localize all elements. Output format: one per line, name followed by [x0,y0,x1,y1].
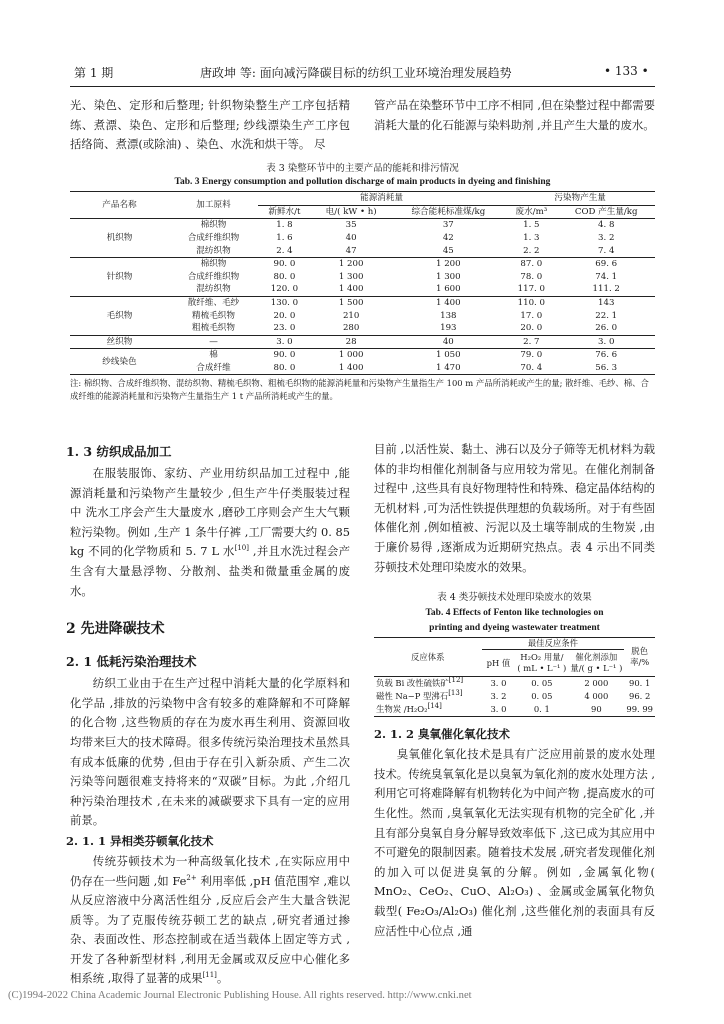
left-top-text: 光、染色、定形和后整理; 针织物染整生产工序包括精练、煮漂、染色、定形和后整理; 纱线漂染生产工序包括络筒、煮漂(或除油) 、染色、水洗和烘干等。 尽 [70,98,350,152]
table4-cell: 2 000 [584,678,609,689]
table3-material: 精梳毛织物 [192,310,235,321]
table3-row [70,219,655,232]
table4-system: 磁性 Na−P 型沸石[13] [376,689,463,702]
running-title: 唐政坤 等: 面向减污降碳目标的纺织工业环境治理发展趋势 [200,66,512,80]
right-top-body [374,440,655,577]
section-2-1-2-body [374,745,655,941]
table3-col-head: 废水/m³ [515,206,548,217]
section-2-1-1-body [70,852,350,989]
table3-cell: 1 400 [338,284,364,295]
heading-2-1-1: 2. 1. 1 异相类芬顿氧化技术 [66,833,214,848]
table3-cell: 1 300 [436,271,461,282]
table3-col-head: 电/( kW • h) [325,206,377,217]
table3-cell: 20. 0 [273,310,296,321]
table4-cell: 99. 99 [626,704,653,715]
table3-cell: 1 300 [338,271,364,282]
table3-cell: 78. 0 [520,271,543,282]
table3-cell: 1 500 [338,298,364,309]
table3-cell: 37 [442,220,454,231]
table4-row [374,690,655,703]
table3-caption-en: Tab. 3 Energy consumption and pollution discharge of main products in dyeing and finishing [174,177,551,187]
table3-row [70,349,655,362]
table4-head-rate: 脱色 率/% [624,638,655,677]
table4-system: 生物炭 /H₂O₂[14] [376,702,442,715]
table3-cell: 4. 8 [598,220,615,231]
table3-caption-cn: 表 3 染整环节中的主要产品的能耗和排污情况 [266,163,459,174]
table3-material: 棉织物 [200,220,227,231]
table3-cell: 2. 2 [523,245,540,256]
table3-material: 合成纤维织物 [187,233,240,244]
table3-head-energy: 能源消耗量 [258,192,505,206]
table3-cell: 120. 0 [270,284,299,295]
page-number: • 133 • [604,64,649,78]
table3-cell: 47 [345,245,357,256]
table3-cell: 1 200 [338,259,364,270]
table3-cell: 3. 0 [276,336,293,347]
table3-cell: 20. 0 [520,323,543,334]
table3-row [70,296,655,309]
heading-2-1: 2. 1 低耗污染治理技术 [66,654,197,670]
right-top-paragraph [374,96,655,135]
table3-cell: 1 200 [436,259,461,270]
table3-cell: 1 050 [436,350,461,361]
table3-cell: 79. 0 [520,350,543,361]
table4-system: 负载 Bi 改性硫铁矿[12] [376,676,464,689]
table3-cell: 40 [442,336,454,347]
table3-material: 合成纤维织物 [187,271,240,282]
table3-body [70,219,655,375]
paragraph-right-continued: 目前 ,以活性炭、黏土、沸石以及分子筛等无机材料为载体的非均相催化剂制备与应用较为常见。在催化剂制备过程中 ,这些具有良好物理特性和特殊、稳定晶体结构的无机材料 ,可为活性铁提供理想的负载场所。对于有些固体催化剂 ,例如植被、污泥以及土壤等制成的生物炭 ,由于廉价易得 ,逐渐成为近期研究热点。表 4 示出不同类芬顿技术处理印染废水的效果。 [374,442,655,574]
left-column [66,440,350,989]
table3-row [70,257,655,270]
table3-cell: 117. 0 [517,284,545,295]
right-top-text: 管产品在染整环节中工序不相同 ,但在染整过程中都需要消耗大量的化石能源与染料助剂 ,并且产生大量的废水。 [374,98,655,132]
table3-cell: 110. 0 [517,298,545,309]
table4-cell: 3. 0 [490,678,507,689]
table3-cell: 193 [440,323,457,334]
table3-material: 混纺织物 [196,245,231,256]
table3-cell: 280 [342,323,360,334]
table4-caption-en-1: Tab. 4 Effects of Fenton like technologies on [425,608,604,619]
table3-cell: 7. 4 [598,245,615,256]
table3-head-pollution: 污染物产生量 [505,192,655,206]
table4-head-h2o2: H₂O₂ 用量/ ( mL • L⁻¹ ) [517,652,567,674]
table3-material: 棉织物 [200,259,227,270]
table3-cell: 28 [345,336,357,347]
table3-col-head: COD 产生量/kg [574,206,638,217]
table4-cell: 0. 1 [533,704,550,715]
table3-head-product: 产品名称 [70,192,169,219]
table3-col-head: 新鲜水/t [268,206,301,217]
right-column [374,440,655,941]
table3-material: 散纤维、毛纱 [187,298,240,309]
table4-cell: 96. 2 [629,691,651,702]
table3-cell: 3. 0 [598,336,615,347]
table4-cell: 4 000 [584,691,609,702]
table3-material: 混纺织物 [196,284,231,295]
table3-cell: 1. 5 [523,220,540,231]
table3-cell: 69. 6 [595,259,618,270]
left-top-paragraph [70,96,350,155]
table4-cell: 3. 2 [490,691,507,702]
paragraph-2-1: 纺织工业由于在生产过程中消耗大量的化学原料和化学品 ,排放的污染物中含有较多的难降解和不可降解的化合物 ,这些物质的存在为废水再生利用、资源回收均带来巨大的技术障碍。很多传统污染治理技术虽然具有成本低廉的优势 ,但由于存在引入新杂质、产生二次污染等问题很难支持将来的“双碳”目标。为此 ,介绍几种污染治理技术 ,在未来的减碳要求下具有一定的应用前景。 [70,676,350,828]
section-2-1-body [70,674,350,831]
table3-cell: 90. 0 [273,350,296,361]
table4-cell: 90. 1 [629,678,651,689]
table3-product-name: 毛织物 [106,310,133,321]
table4-cell: 0. 05 [531,678,553,689]
table4 [374,637,655,717]
table4-head-system: 反应体系 [374,638,482,677]
table4-cell: 90 [591,704,602,715]
table3-cell: 74. 1 [595,271,618,282]
section-1-3-body [70,464,350,601]
table3-cell: 22. 1 [595,310,618,321]
table3-cell: 26. 0 [595,323,618,334]
heading-2: 2 先进降碳技术 [66,621,165,638]
heading-1-3: 1. 3 纺织成品加工 [66,444,172,459]
table3-cell: 111. 2 [592,284,620,295]
table3-cell: 35 [345,220,357,231]
table3-cell: 87. 0 [520,259,543,270]
table4-head-optimal: 最佳反应条件 [482,638,625,650]
table3-cell: 1 470 [436,363,461,374]
table3-cell: 56. 3 [595,363,618,374]
table3 [70,191,655,375]
table3-product-name: 针织物 [106,271,133,282]
table3-cell: 45 [442,245,454,256]
paragraph-2-1-2: 臭氧催化氧化技术是具有广泛应用前景的废水处理技术。传统臭氧氧化是以臭氧为氧化剂的废水处理方法 ,利用它可将难降解有机物转化为中间产物 ,提高废水的可生化性。然而 ,臭氧氧化无法实现有机物的完全矿化 ,并且有部分臭氧自身分解导致效率低下 ,这已成为其应用中不可避免的限制因素。随着技术发展 ,研究者发现催化剂的加入可以促进臭氧的分解。例如 ,金属氧化物( MnO₂、CeO₂、CuO、Al₂O₃) 、金属或金属氧化物负载型( Fe₂O₃/Al₂O₃) 催化剂 ,这些催化剂的表面具有反应活性中心位点 ,通 [374,747,655,938]
table3-material: 棉 [209,350,218,361]
table3-head-material: 加工原料 [169,192,258,219]
table4-caption-en-2: printing and dyeing wastewater treatment [429,623,600,634]
table3-cell: 130. 0 [270,298,299,309]
table3-cell: 70. 4 [520,363,543,374]
heading-2-1-2: 2. 1. 2 臭氧催化氧化技术 [374,727,511,742]
table3-cell: 76. 6 [595,350,618,361]
table3-material: — [209,336,218,347]
table3-cell: 80. 0 [273,271,296,282]
table4-body [374,677,655,717]
paragraph-1-3: 在服装服饰、家纺、产业用纺织品加工过程中 ,能源消耗量和污染物产生量较少 ,但生产牛仔类服装过程中 洗水工序会产生大量废水 ,磨砂工序则会产生大气颗粒污染物。例如 ,生产 1 条牛仔裤 ,工厂需要大约 0. 85 kg 不同的化学物质和 5. 7 L 水[10] ,并且水洗过程会产生含有大量悬浮物、分散剂、盐类和微量重金属的废水。 [70,466,350,598]
header-rule [70,86,655,87]
table3-cell: 2. 7 [523,336,540,347]
table3-cell: 1. 6 [276,233,293,244]
table3-cell: 17. 0 [520,310,543,321]
table3-material: 合成纤维 [196,363,231,374]
table3-cell: 90. 0 [273,259,296,270]
table4-head-ph: pH 值 [486,657,511,668]
table3-material: 粗梳毛织物 [192,323,235,334]
table3-cell: 138 [440,310,457,321]
table3-block [70,160,655,403]
table3-cell: 143 [598,298,615,309]
table3-cell: 1 400 [436,298,461,309]
table3-cell: 3. 2 [598,233,615,244]
table4-row [374,703,655,717]
table3-row [70,335,655,349]
table3-cell: 40 [345,233,357,244]
table3-product-name: 纱线染色 [102,356,137,367]
table3-product-name: 机织物 [106,233,133,244]
table3-cell: 1 000 [338,350,364,361]
table3-cell: 23. 0 [273,323,296,334]
issue-number: 第 1 期 [74,66,114,80]
table4-head-catalyst: 催化剂添加 量/( g • L⁻¹ ) [570,652,623,674]
table3-cell: 2. 4 [276,245,293,256]
table3-cell: 42 [442,233,454,244]
table3-note: 注: 棉织物、合成纤维织物、混纺织物、精梳毛织物、粗梳毛织物的能源消耗量和污染物产生量指生产 100 m 产品所消耗或产生的量; 散纤维、毛纱、棉、合成纤维的能源消耗量和污染物产生量指生产 1 t 产品所消耗或产生的量。 [70,378,649,401]
paragraph-2-1-1: 传统芬顿技术为一种高级氧化技术 ,在实际应用中仍存在一些问题 ,如 $Fe^{2+}$ 利用率低 ,pH 值范围窄 ,难以从反应溶液中分离活性组分 ,反应后会产生大量含铁泥质等。为了克服传统芬顿工艺的缺点 ,研究者通过掺杂、表面改性、形态控制或在适当载体上固定等方式 ,开发了各种新型材料 ,利用无金属或双反应中心催化多相系统 ,取得了显著的成果[11]。 [70,853,350,986]
copyright-footer: (C)1994-2022 China Academic Journal Electronic Publishing House. All rights reserved. http://www.cnki.net [8,990,472,1001]
table4-block [374,589,655,717]
table3-cell: 210 [342,310,360,321]
table3-product-name: 丝织物 [106,336,133,347]
table3-cell: 1. 8 [276,220,293,231]
table4-caption-cn: 表 4 类芬顿技术处理印染废水的效果 [437,592,592,604]
table3-cell: 80. 0 [273,363,296,374]
table4-cell: 3. 0 [490,704,507,715]
table3-cell: 1. 3 [523,233,540,244]
table4-row [374,677,655,691]
table3-cell: 1 400 [338,363,364,374]
table3-cell: 1 600 [436,284,461,295]
table3-col-head: 综合能耗标准煤/kg [411,206,486,217]
table4-cell: 0. 05 [531,691,553,702]
